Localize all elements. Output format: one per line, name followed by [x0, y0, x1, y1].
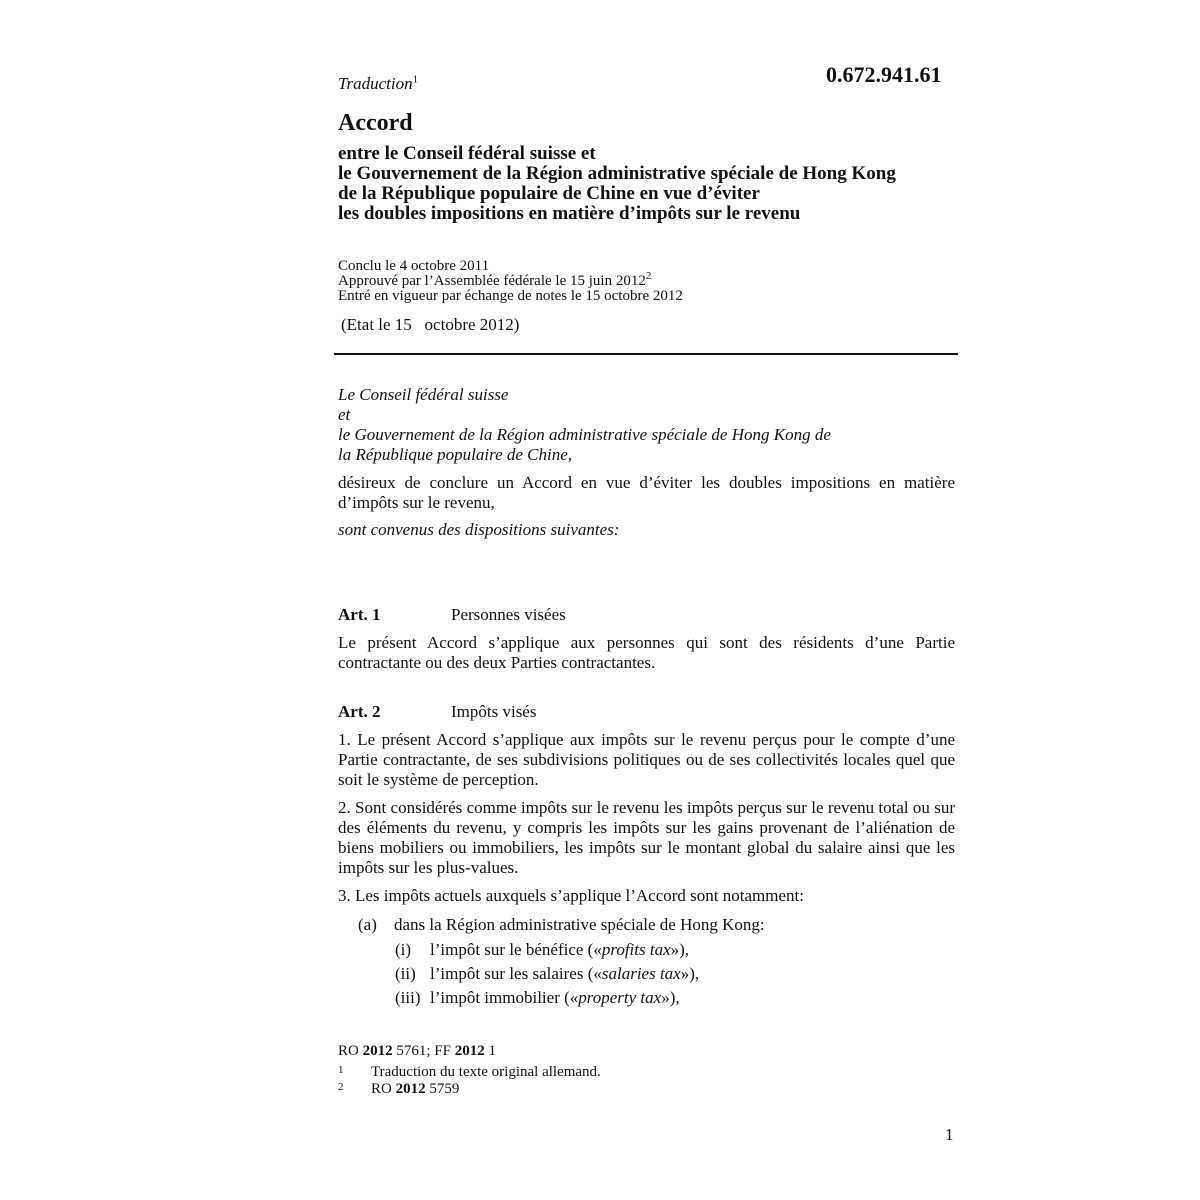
article-2-paragraph-1: 1. Le présent Accord s’applique aux impôts sur le revenu perçus pour le compte d’une Partie contractante, de ses subdivisions politiques ou de ses collectivités locales quel que soit le système de perception. [338, 730, 955, 789]
article-label: Art. 2 [338, 702, 381, 721]
document-subtitle [338, 144, 958, 224]
source-ff-year: 2012 [454, 1043, 485, 1059]
footnote-page: 5759 [425, 1081, 460, 1097]
article-1-heading [338, 605, 566, 625]
page-number: 1 [945, 1125, 954, 1144]
subitem-number: (i) [395, 940, 412, 959]
preamble-line: la République populaire de Chine, [338, 445, 573, 464]
date-conclu: Conclu le 4 octobre 2011 [338, 258, 490, 274]
subitem-text: l’impôt sur le bénéfice (« [430, 940, 602, 959]
status-date: (Etat le 15 octobre 2012) [341, 315, 520, 334]
subitem-term: salaries tax [601, 964, 681, 983]
rs-number: 0.672.941.61 [826, 62, 942, 87]
article-2-heading [338, 702, 536, 722]
preamble-parties [338, 385, 831, 465]
document-title: Accord [338, 110, 413, 136]
preamble-convenus: sont convenus des dispositions suivantes: [338, 520, 620, 539]
date-vigueur: Entré en vigueur par échange de notes le 15 octobre 2012 [338, 288, 683, 304]
source-ro: RO [338, 1043, 363, 1059]
list-subitem [395, 988, 680, 1008]
preamble-line: Le Conseil fédéral suisse [338, 385, 509, 404]
source-ro-year: 2012 [362, 1043, 393, 1059]
footnote-text: Traduction du texte original allemand. [371, 1064, 601, 1080]
subtitle-line: de la République populaire de Chine en vue d’éviter [338, 183, 760, 204]
article-title: Personnes visées [451, 605, 566, 624]
subitem-term: property tax [578, 988, 662, 1007]
article-2-paragraph-3: 3. Les impôts actuels auxquels s’applique l’Accord sont notamment: [338, 886, 804, 905]
footnote-1 [338, 1064, 601, 1080]
source-ff-page: 1 [484, 1043, 496, 1059]
subtitle-line: entre le Conseil fédéral suisse et [338, 143, 596, 164]
article-label: Art. 1 [338, 605, 381, 624]
footnote-number: 1 [338, 1064, 344, 1076]
source-reference [338, 1043, 496, 1060]
date-approuve [338, 270, 683, 289]
footnote-number: 2 [338, 1081, 344, 1093]
preamble-line: et [338, 405, 351, 424]
subitem-term: profits tax [601, 940, 671, 959]
article-title: Impôts visés [451, 702, 537, 721]
subitem-text-end: »), [661, 988, 680, 1007]
subitem-text: l’impôt sur les salaires (« [430, 964, 602, 983]
subitem-number: (iii) [395, 988, 421, 1007]
subtitle-line: les doubles impositions en matière d’impôts sur le revenu [338, 203, 801, 224]
article-2-paragraph-2: 2. Sont considérés comme impôts sur le revenu les impôts perçus sur le revenu total ou sur des éléments du revenu, y compris les impôts sur les gains provenant de l’aliénation de biens mobiliers ou immobiliers, les impôts sur le montant global du salaire ainsi que les impôts sur les plus-values. [338, 798, 955, 877]
header-divider [334, 353, 958, 355]
list-item-a [358, 915, 765, 935]
list-label: (a) [358, 915, 377, 934]
source-ro-page: 5761; FF [392, 1043, 455, 1059]
footnote-text: RO [371, 1081, 396, 1097]
subitem-text-end: »), [670, 940, 690, 959]
article-1-text: Le présent Accord s’applique aux personnes qui sont des résidents d’une Partie contractante ou des deux Parties contractantes. [338, 633, 955, 672]
preamble-desireux: désireux de conclure un Accord en vue d’éviter les doubles impositions en matière d’impôts sur le revenu, [338, 473, 955, 512]
footnote-ref-1[interactable]: 1 [412, 73, 419, 86]
translation-text: Traduction [338, 74, 413, 93]
footnote-2 [338, 1081, 459, 1097]
preamble-line: le Gouvernement de la Région administrative spéciale de Hong Kong de [338, 425, 831, 444]
list-text: dans la Région administrative spéciale de Hong Kong: [394, 915, 765, 934]
date-approuve-text: Approuvé par l’Assemblée fédérale le 15 juin 2012 [338, 273, 646, 289]
list-subitem [395, 964, 699, 984]
subitem-number: (ii) [395, 964, 416, 983]
dates-block [338, 259, 683, 304]
translation-label [338, 74, 418, 94]
subitem-text: l’impôt immobilier (« [430, 988, 579, 1007]
subtitle-line: le Gouvernement de la Région administrative spéciale de Hong Kong [338, 163, 896, 184]
list-subitem [395, 940, 689, 960]
footnote-year: 2012 [395, 1081, 426, 1097]
subitem-text-end: »), [680, 964, 700, 983]
footnote-ref-2[interactable]: 2 [645, 270, 652, 282]
